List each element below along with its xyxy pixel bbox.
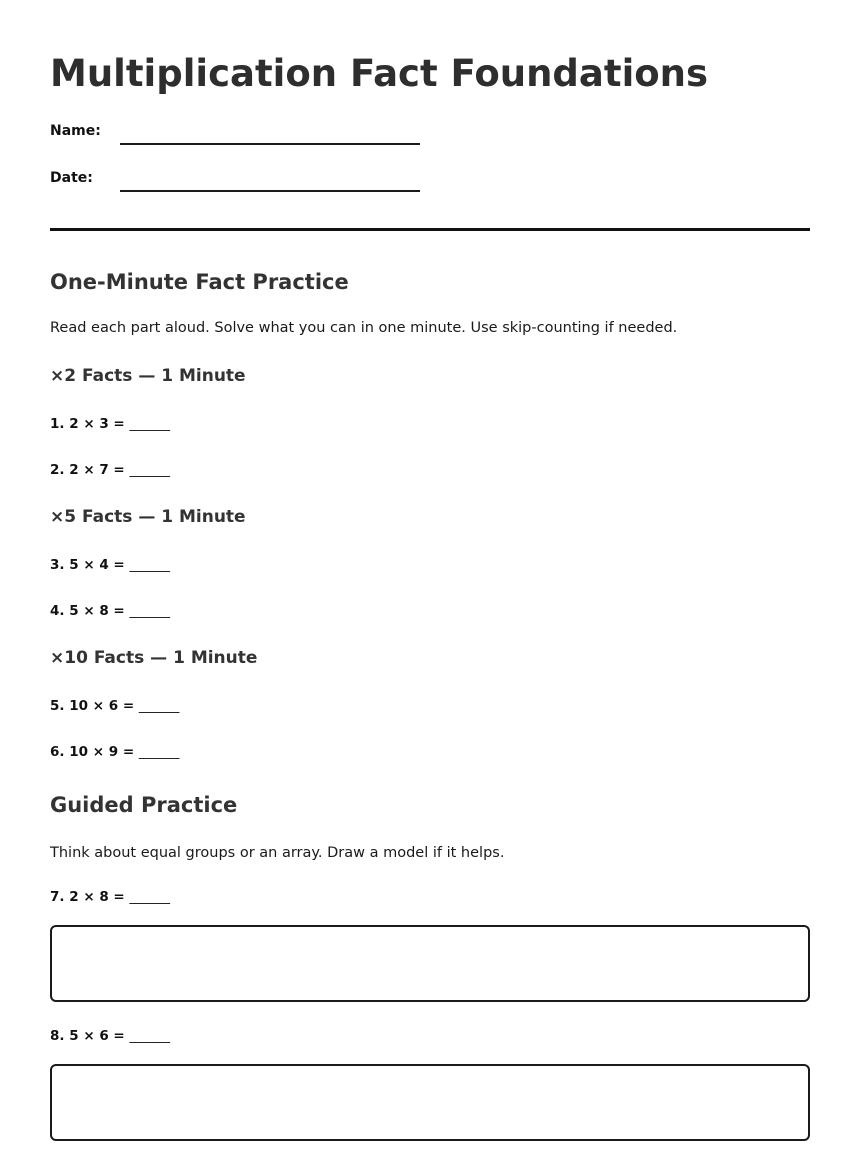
section-instructions-guided-practice: Think about equal groups or an array. Draw a model if it helps. — [50, 845, 505, 861]
group-heading-x5: ×5 Facts — 1 Minute — [50, 507, 246, 527]
date-field[interactable] — [50, 169, 810, 199]
problem-number: 8. — [50, 1028, 65, 1044]
worksheet-title: Multiplication Fact Foundations — [50, 52, 709, 95]
group-heading-x10: ×10 Facts — 1 Minute — [50, 648, 258, 668]
problem-expression: 10 × 6 = — [69, 698, 135, 714]
problem-expression: 2 × 3 = — [69, 416, 125, 432]
date-label: Date: — [50, 170, 93, 186]
answer-blank[interactable]: ______ — [129, 462, 170, 478]
problem-5[interactable] — [50, 697, 179, 715]
problem-4[interactable] — [50, 602, 170, 620]
answer-blank[interactable]: ______ — [129, 1028, 170, 1044]
section-instructions-fact-practice: Read each part aloud. Solve what you can in one minute. Use skip-counting if needed. — [50, 320, 678, 336]
problem-number: 2. — [50, 462, 65, 478]
problem-number: 4. — [50, 603, 65, 619]
problem-expression: 10 × 9 = — [69, 744, 135, 760]
problem-expression: 5 × 6 = — [69, 1028, 125, 1044]
header-divider — [50, 228, 810, 231]
problem-expression: 5 × 4 = — [69, 557, 125, 573]
problem-7[interactable] — [50, 888, 170, 906]
problem-expression: 2 × 7 = — [69, 462, 125, 478]
problem-number: 7. — [50, 889, 65, 905]
answer-blank[interactable]: ______ — [138, 744, 180, 760]
problem-2[interactable] — [50, 461, 170, 479]
problem-1[interactable] — [50, 415, 170, 433]
answer-blank[interactable]: ______ — [129, 557, 170, 573]
name-write-line[interactable] — [120, 143, 420, 145]
problem-number: 5. — [50, 698, 65, 714]
problem-expression: 5 × 8 = — [69, 603, 125, 619]
problem-expression: 2 × 8 = — [69, 889, 125, 905]
name-field[interactable] — [50, 122, 810, 152]
problem-number: 1. — [50, 416, 65, 432]
problem-3[interactable] — [50, 556, 170, 574]
answer-blank[interactable]: ______ — [129, 416, 170, 432]
problem-number: 3. — [50, 557, 65, 573]
work-box-problem-7[interactable] — [50, 925, 810, 1002]
name-label: Name: — [50, 123, 101, 139]
date-write-line[interactable] — [120, 190, 420, 192]
problem-number: 6. — [50, 744, 65, 760]
group-heading-x2: ×2 Facts — 1 Minute — [50, 366, 246, 386]
problem-6[interactable] — [50, 743, 179, 761]
answer-blank[interactable]: ______ — [129, 603, 170, 619]
section-heading-guided-practice: Guided Practice — [50, 793, 238, 817]
answer-blank[interactable]: ______ — [129, 889, 170, 905]
section-heading-fact-practice: One-Minute Fact Practice — [50, 270, 349, 294]
answer-blank[interactable]: ______ — [138, 698, 180, 714]
problem-8[interactable] — [50, 1027, 170, 1045]
work-box-problem-8[interactable] — [50, 1064, 810, 1141]
